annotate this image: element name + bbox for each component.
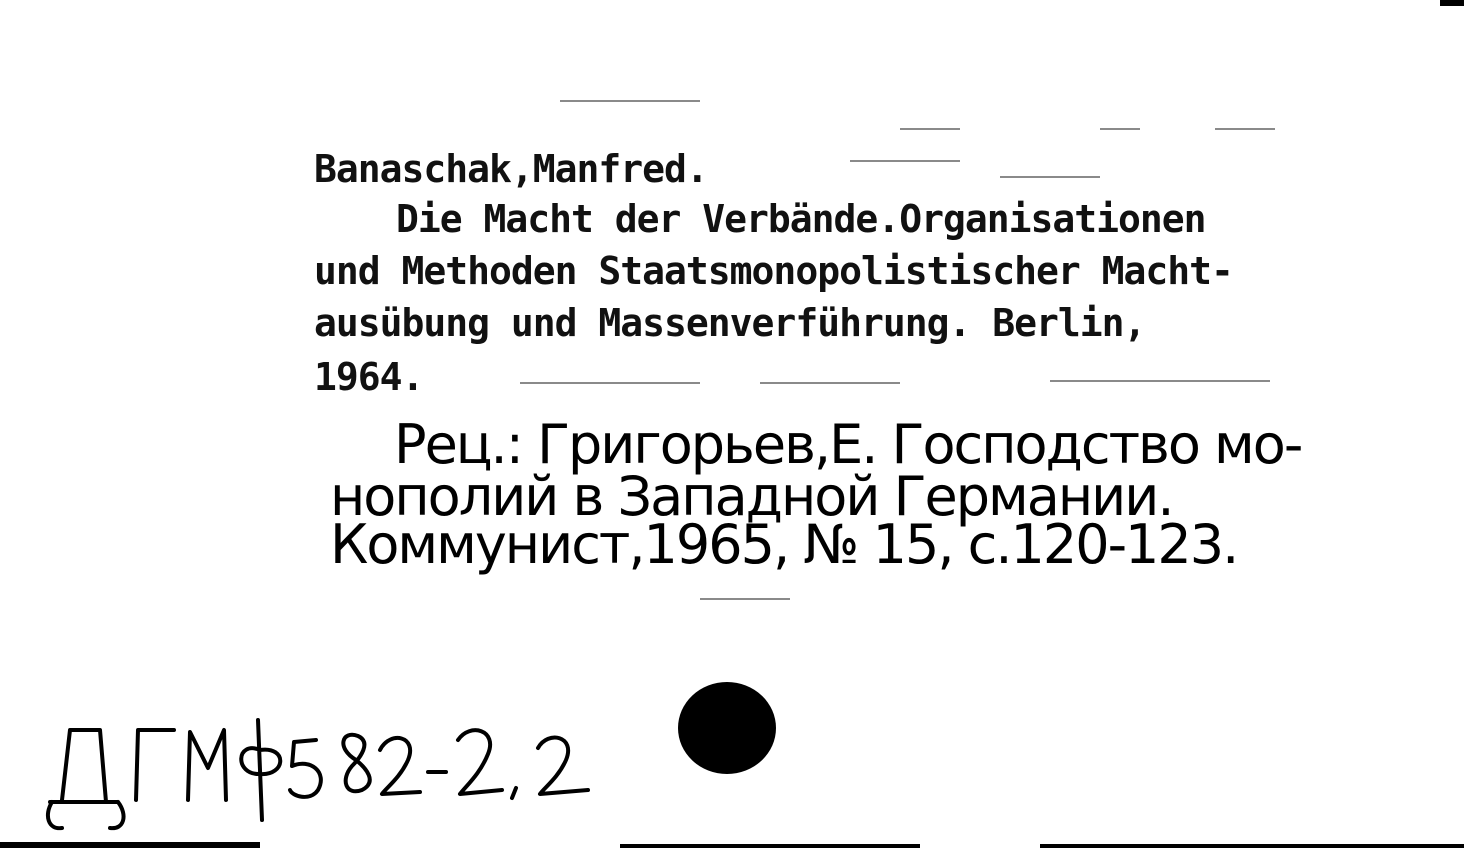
scan-noise-line [560,100,700,102]
handwritten-shelf-mark [40,690,600,840]
scan-noise-line [1215,128,1275,130]
scan-noise-line [1000,176,1100,178]
entry-title-line: ausübung und Massenverführung. Berlin, [314,301,1146,345]
scan-noise-line [1100,128,1140,130]
entry-year: 1964. [314,355,424,399]
scan-noise-line [850,160,960,162]
bottom-edge-mark [0,842,260,848]
review-line: нополий в Западной Германии. [330,465,1173,528]
review-line: Рец.: Григорьев,Е. Господство мо- [394,413,1302,476]
top-right-edge-mark [1440,0,1464,6]
entry-title-line: Die Macht der Verbände.Organisationen [396,197,1206,241]
bottom-edge-mark [620,844,920,848]
scan-noise-line [520,382,700,384]
scan-noise-line [760,382,900,384]
review-line: Коммунист,1965, № 15, с.120-123. [330,513,1238,576]
scan-noise-line [700,598,790,600]
scan-noise-line [900,128,960,130]
entry-author: Banaschak,Manfred. [314,147,708,191]
entry-title-line: und Methoden Staatsmonopolistischer Macht- [314,249,1233,293]
scan-noise-line [1050,380,1270,382]
bottom-edge-mark [1040,844,1464,848]
punched-hole [678,682,776,774]
